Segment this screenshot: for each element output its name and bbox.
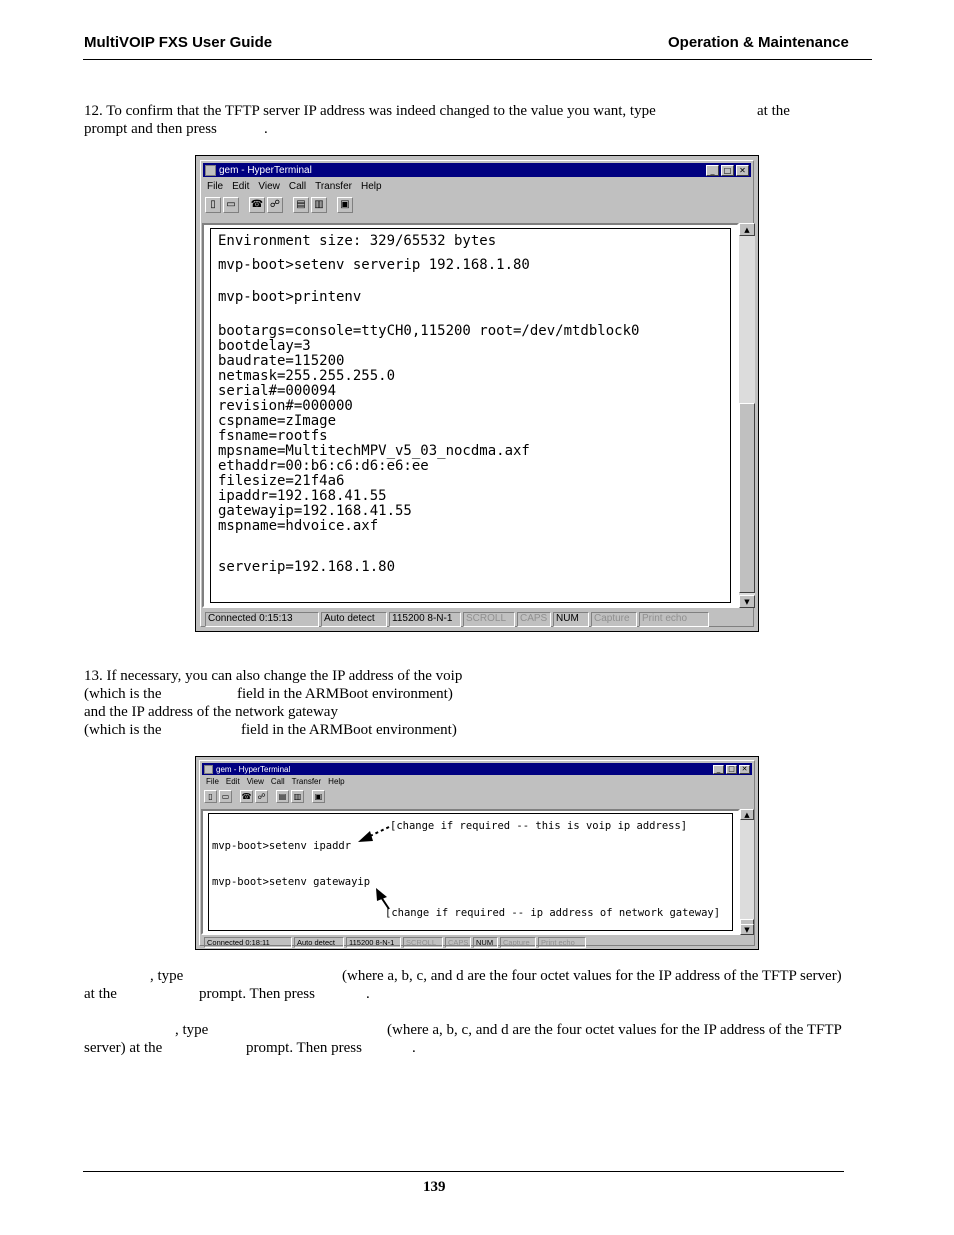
terminal-line: revision#=000000 (218, 398, 353, 414)
status-print-echo: Print echo (639, 612, 709, 627)
para-ip-line1-b: (where a, b, c, and d are the four octet values for the IP address of the TFTP server) (342, 968, 842, 984)
window1-menubar (207, 181, 382, 192)
send-icon[interactable]: ▤ (276, 790, 289, 803)
minimize-icon[interactable]: _ (713, 765, 724, 774)
status-scroll: SCROLL (403, 937, 443, 948)
close-icon[interactable]: ✕ (739, 765, 750, 774)
terminal-line: mvp-boot>setenv serverip 192.168.1.80 (218, 257, 530, 273)
window2-scrollbar[interactable] (740, 809, 754, 935)
terminal-line: mspname=hdvoice.axf (218, 518, 379, 534)
window1-toolbar (205, 197, 353, 213)
terminal-line: mvp-boot>setenv gatewayip (212, 876, 371, 888)
para-gw-line2-b: prompt. Then press (246, 1040, 362, 1056)
terminal-line: mvp-boot>setenv ipaddr (212, 840, 352, 852)
hyperterminal-window-2 (195, 756, 759, 950)
callout-voip-ip: [change if required -- this is voip ip address] (390, 820, 688, 832)
para-gw-line2-a: server) at the (84, 1040, 163, 1056)
step13-line4-prefix: (which is the (84, 722, 162, 738)
para-ip-line1-a: , type (150, 968, 184, 984)
menu-transfer[interactable]: Transfer (315, 181, 352, 192)
para-gw-line1-b: (where a, b, c, and d are the four octet values for the IP address of the TFTP (387, 1022, 842, 1038)
properties-icon[interactable]: ▣ (337, 197, 353, 213)
para-ip-line2-a: at the (84, 986, 117, 1002)
close-icon[interactable]: ✕ (736, 165, 749, 176)
status-scroll: SCROLL (463, 612, 515, 627)
new-icon[interactable]: ▯ (205, 197, 221, 213)
page-number: 139 (423, 1179, 446, 1195)
status-connected: Connected 0:18:11 (204, 937, 292, 948)
scroll-up-icon[interactable]: ▲ (739, 223, 755, 236)
scroll-thumb[interactable] (739, 403, 755, 593)
menu-call[interactable]: Call (270, 777, 285, 786)
menu-transfer[interactable]: Transfer (291, 777, 322, 786)
terminal-line: cspname=zImage (218, 413, 337, 429)
new-icon[interactable]: ▯ (204, 790, 217, 803)
arrow-head-gw-icon (376, 888, 387, 901)
terminal-line: bootargs=console=ttyCH0,115200 root=/dev/mtdblock0 (218, 323, 640, 339)
terminal-line: mvp-boot>printenv (218, 289, 362, 305)
terminal-line: filesize=21f4a6 (218, 473, 345, 489)
send-icon[interactable]: ▤ (293, 197, 309, 213)
status-capture: Capture (591, 612, 637, 627)
hyperterminal-icon (204, 765, 213, 774)
footer-rule (83, 1171, 844, 1172)
maximize-icon[interactable]: □ (721, 165, 734, 176)
menu-view[interactable]: View (258, 181, 280, 192)
window2-toolbar (204, 790, 325, 803)
para-ip-line2-b: prompt. Then press (199, 986, 315, 1002)
status-baud: 115200 8-N-1 (346, 937, 401, 948)
window2-menubar (206, 777, 345, 786)
window1-title: gem - HyperTerminal (219, 164, 312, 176)
terminal-line: ethaddr=00:b6:c6:d6:e6:ee (218, 458, 429, 474)
status-num: NUM (553, 612, 589, 627)
para-gw-line2-c: . (412, 1040, 416, 1056)
status-connected: Connected 0:15:13 (205, 612, 319, 627)
menu-edit[interactable]: Edit (225, 777, 240, 786)
maximize-icon[interactable]: □ (726, 765, 737, 774)
phone-icon[interactable]: ☎ (249, 197, 265, 213)
terminal-line: baudrate=115200 (218, 353, 345, 369)
window1-titlebar[interactable] (203, 163, 751, 177)
step12-line2-text: prompt and then press (84, 121, 217, 137)
callout-network-gateway: [change if required -- ip address of network gateway] (385, 907, 721, 919)
step13-line2-suffix: field in the ARMBoot environment) (237, 686, 453, 702)
terminal-line: serverip=192.168.1.80 (218, 559, 396, 575)
receive-icon[interactable]: ▥ (291, 790, 304, 803)
window2-title: gem - HyperTerminal (216, 764, 291, 774)
menu-help[interactable]: Help (360, 181, 382, 192)
terminal-line: ipaddr=192.168.41.55 (218, 488, 387, 504)
running-header-section: Operation & Maintenance (668, 34, 849, 51)
status-baud: 115200 8-N-1 (389, 612, 461, 627)
header-rule (83, 59, 872, 60)
minimize-icon[interactable]: _ (706, 165, 719, 176)
para-ip-line2-c: . (366, 986, 370, 1002)
terminal-line: gatewayip=192.168.41.55 (218, 503, 412, 519)
status-num: NUM (473, 937, 498, 948)
para-gw-line1-a: , type (175, 1022, 209, 1038)
hyperterminal-window-1 (195, 155, 759, 632)
status-capture: Capture (500, 937, 536, 948)
scroll-up-icon[interactable]: ▲ (740, 809, 754, 820)
terminal-line: serial#=000094 (218, 383, 337, 399)
running-header-title: MultiVOIP FXS User Guide (84, 34, 273, 51)
menu-view[interactable]: View (246, 777, 264, 786)
receive-icon[interactable]: ▥ (311, 197, 327, 213)
status-print-echo: Print echo (538, 937, 586, 948)
hyperterminal-icon (205, 165, 216, 176)
status-detect: Auto detect (321, 612, 387, 627)
status-caps: CAPS (445, 937, 471, 948)
window2-titlebar[interactable] (202, 763, 752, 775)
step12-line1-text: 12. To confirm that the TFTP server IP address was indeed changed to the value you want, type (84, 103, 656, 119)
menu-call[interactable]: Call (288, 181, 307, 192)
status-detect: Auto detect (294, 937, 344, 948)
terminal-line: Environment size: 329/65532 bytes (218, 233, 497, 249)
properties-icon[interactable]: ▣ (312, 790, 325, 803)
open-folder-icon[interactable]: ▭ (219, 790, 232, 803)
status-caps: CAPS (517, 612, 551, 627)
phone-icon[interactable]: ☎ (241, 792, 252, 801)
scroll-down-icon[interactable]: ▼ (739, 595, 755, 608)
step12-line2-suffix: . (264, 121, 268, 137)
menu-help[interactable]: Help (328, 777, 345, 786)
step13-line4-suffix: field in the ARMBoot environment) (241, 722, 457, 738)
arrow-head-ip-icon (358, 831, 373, 842)
window1-scrollbar[interactable] (739, 223, 755, 608)
window2-statusbar (204, 937, 750, 948)
window1-statusbar (205, 612, 749, 627)
step13-line2-prefix: (which is the (84, 686, 162, 702)
terminal-line: mpsname=MultitechMPV_v5_03_nocdma.axf (218, 443, 530, 459)
step12-line1-suffix: at the (757, 103, 790, 119)
open-folder-icon[interactable]: ▭ (223, 197, 239, 213)
terminal-line: netmask=255.255.255.0 (218, 368, 396, 384)
menu-edit[interactable]: Edit (232, 181, 250, 192)
menu-file[interactable]: File (207, 181, 224, 192)
terminal-line: fsname=rootfs (218, 428, 328, 444)
disconnect-icon[interactable]: ☍ (267, 197, 283, 213)
step13-line3: and the IP address of the network gateway (84, 704, 338, 720)
step13-line1: 13. If necessary, you can also change the IP address of the voip (84, 668, 463, 684)
disconnect-icon[interactable]: ☍ (255, 790, 268, 803)
terminal-line: bootdelay=3 (218, 338, 311, 354)
callout-arrows (346, 817, 406, 917)
menu-file[interactable]: File (206, 777, 219, 786)
scroll-down-icon[interactable]: ▼ (740, 924, 754, 935)
